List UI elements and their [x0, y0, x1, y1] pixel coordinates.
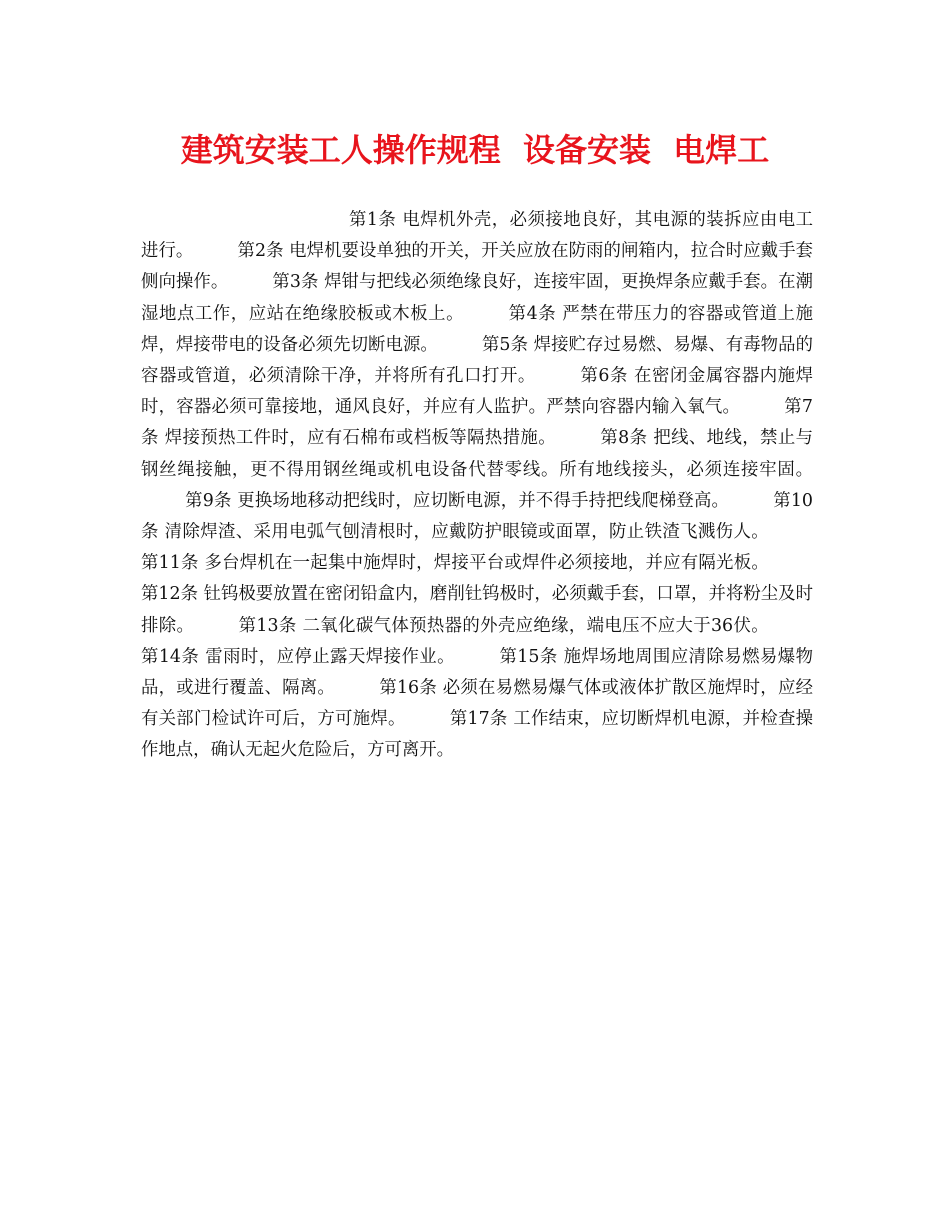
clause-7: 第7条 焊接预热工件时，应有石棉布或档板等隔热措施。: [141, 397, 813, 449]
clause-8: 第8条 把线、地线，禁止与钢丝绳接触，更不得用钢丝绳或机电设备代替零线。所有地线接头，必须连接牢固。: [141, 428, 814, 480]
clause-14: 第14条 雷雨时，应停止露天焊接作业。: [141, 646, 455, 667]
document-body: [141, 205, 813, 767]
clause-16: 第16条 必须在易燃易爆气体或液体扩散区施焊时，应经有关部门检试许可后，方可施焊。: [141, 678, 813, 730]
clause-11: 第11条 多台焊机在一起集中施焊时，焊接平台或焊件必须接地，并应有隔光板。: [141, 553, 769, 574]
clause-13: 第13条 二氧化碳气体预热器的外壳应绝缘，端电压不应大于36伏。: [238, 615, 769, 636]
clause-4: 第4条 严禁在带压力的容器或管道上施焊，焊接带电的设备必须先切断电源。: [141, 303, 813, 355]
clause-1: 第1条 电焊机外壳，必须接地良好，其电源的装拆应由电工进行。: [141, 210, 813, 262]
clause-12: 第12条 钍钨极要放置在密闭铅盒内，磨削钍钨极时，必须戴手套，口罩，并将粉尘及时排除。: [141, 584, 813, 636]
clause-10: 第10条 清除焊渣、采用电弧气刨清根时，应戴防护眼镜或面罩，防止铁渣飞溅伤人。: [141, 490, 813, 543]
clause-9: 第9条 更换场地移动把线时，应切断电源，并不得手持把线爬梯登高。: [185, 490, 730, 511]
clause-15: 第15条 施焊场地周围应清除易燃易爆物品，或进行覆盖、隔离。: [141, 646, 813, 699]
clause-2: 第2条 电焊机要设单独的开关，开关应放在防雨的闸箱内，拉合时应戴手套侧向操作。: [141, 241, 813, 293]
clause-6: 第6条 在密闭金属容器内施焊时，容器必须可靠接地，通风良好，并应有人监护。严禁向容器内输入氧气。: [141, 366, 813, 418]
document-title: 建筑安装工人操作规程 设备安装 电焊工: [180, 131, 770, 169]
clause-3: 第3条 焊钳与把线必须绝缘良好，连接牢固，更换焊条应戴手套。在潮湿地点工作，应站在绝缘胶板或木板上。: [141, 272, 813, 324]
clause-17: 第17条 工作结束，应切断焊机电源，并检查操作地点，确认无起火危险后，方可离开。: [141, 709, 813, 761]
clause-5: 第5条 焊接贮存过易燃、易爆、有毒物品的容器或管道，必须清除干净，并将所有孔口打开。: [141, 334, 813, 387]
